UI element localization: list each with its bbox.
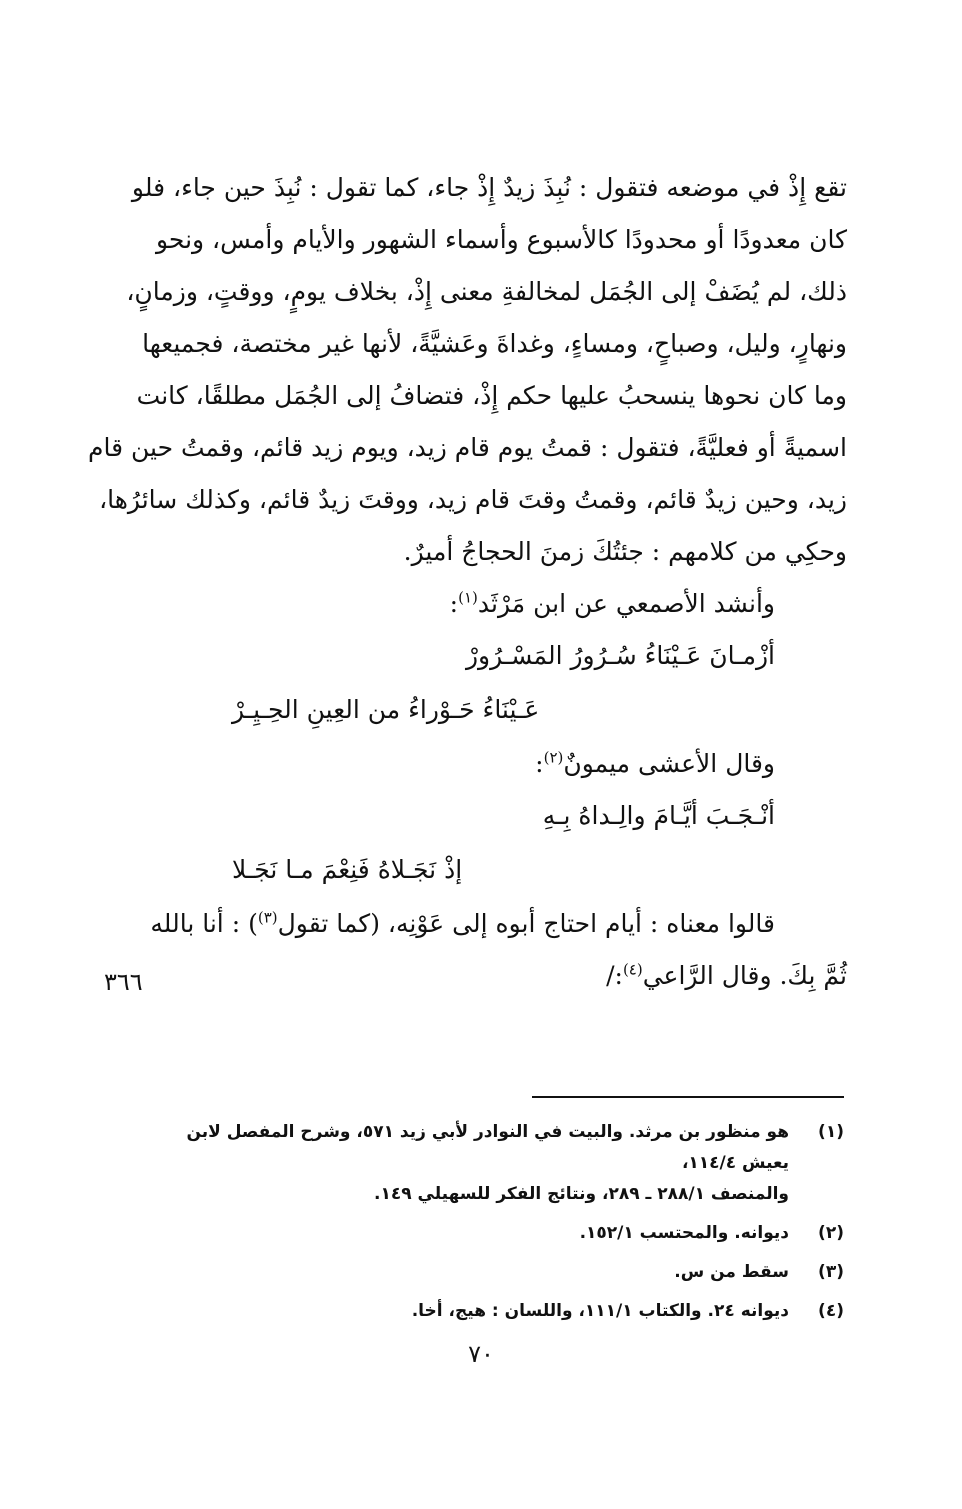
footnote-number: (٤) [818,1301,844,1321]
footnote-line: ديوانه. والمحتسب ١٥٢/١. [579,1223,789,1243]
footnote-ref: (٣) [257,908,278,927]
footnotes [149,1117,844,1335]
text-line: ونهارٍ، وليل، وصباحٍ، ومساءٍ، وغداةَ وعَشيَّةً، لأنها غير مختصة، فجميعها [142,329,847,358]
verse-hemistich-second: عَـيْنَاءُ حَـوْراءُ من العِينِ الحِـيِـرْ [232,695,540,724]
text-line: وحكِي من كلامهم : جئتُكَ زمنَ الحجاجُ أميرٌ. [403,537,847,566]
verse-hemistich-first: أزْمـانَ عَـيْنَاءُ سُـرُورُ المَسْـرُورْ [465,641,775,670]
text-part: قالوا معناه : أيام احتاج أبوه إلى عَوْنِه، (كما تقول [277,909,775,938]
text-line [150,898,847,950]
text-line: اسميةً أو فعليَّةً، فتقول : قمتُ يوم قام زيد، ويوم زيد قائم، وقمتُ حين قام [88,433,847,462]
verse-intro-colon: : [449,589,459,618]
text-part: ) : أنا بالله [150,909,258,938]
footnote-line: سقط من س. [674,1262,789,1282]
footnote-number: (١) [818,1122,844,1142]
footnote-line: والمنصف ٢٨٨/١ ـ ٢٨٩، ونتائج الفكر للسهيلي ١٤٩. [373,1184,789,1204]
page-number: ٧٠ [468,1340,494,1368]
text-line: زيد، وحين زيدٌ قائم، وقمتُ وقتَ قام زيد، ووقتَ زيدٌ قائم، وكذلك سائرُها، [99,485,847,514]
verse-intro-colon: : [535,749,544,778]
footnote [149,1117,844,1210]
footnote-number: (٢) [818,1223,844,1243]
text-line [157,950,847,1002]
text-part: :/ [606,961,623,990]
text-line: وما كان نحوها ينسحبُ عليها حكم إِذْ، فتضافُ إلى الجُمَل مطلقًا، كانت [136,381,847,410]
verse-hemistich-second: إذْ نَجَـلاهُ فَنِعْمَ مـا نَجَـلا [232,855,463,884]
footnote [149,1218,844,1249]
verse-intro-text: وأنشد الأصمعي عن ابن مَرْثَد [477,589,775,618]
footnote-separator [532,1096,844,1098]
footnote [149,1296,844,1327]
verse-intro [157,738,847,790]
verse-hemistich-first: أنْـجَـبَ أيَّـامَ والِـداهُ بِـهِ [542,801,775,830]
text-part: ثُمَّ بِكَ. وقال الرَّاعي [642,961,847,990]
footnote-ref: (٢) [543,748,564,767]
footnote-number: (٣) [818,1262,844,1282]
footnote-line: هو منظور بن مرثد. والبيت في النوادر لأبي زيد ٥٧١، وشرح المفصل لابن يعيش ١١٤/٤، [186,1122,789,1173]
marginal-page-number: ٣٦٦ [104,968,143,996]
footnote-line: ديوانه ٢٤. والكتاب ١١١/١، واللسان : هيج، أخا. [411,1301,789,1321]
verse-intro-text: وقال الأعشى ميمونٌ [563,749,775,778]
verse-intro [157,578,847,630]
footnote-text [149,1296,789,1327]
footnote-text [149,1117,789,1210]
footnote [149,1257,844,1288]
text-line: كان معدودًا أو محدودًا كالأسبوع وأسماء الشهور والأيام وأمس، ونحو [156,225,847,254]
footnote-ref: (١) [458,588,478,607]
footnote-text [149,1257,789,1288]
footnote-ref: (٤) [622,960,643,979]
text-line: ذلك، لم يُضَفْ إلى الجُمَل لمخالفةِ معنى إِذْ، بخلاف يومٍ، ووقتٍ، وزمانٍ، [126,277,847,306]
footnote-text [149,1218,789,1249]
text-line: تقع إِذْ في موضعه فتقول : نُبِذَ زيدٌ إِذْ جاء، كما تقول : نُبِذَ حين جاء، فلو [131,173,847,202]
